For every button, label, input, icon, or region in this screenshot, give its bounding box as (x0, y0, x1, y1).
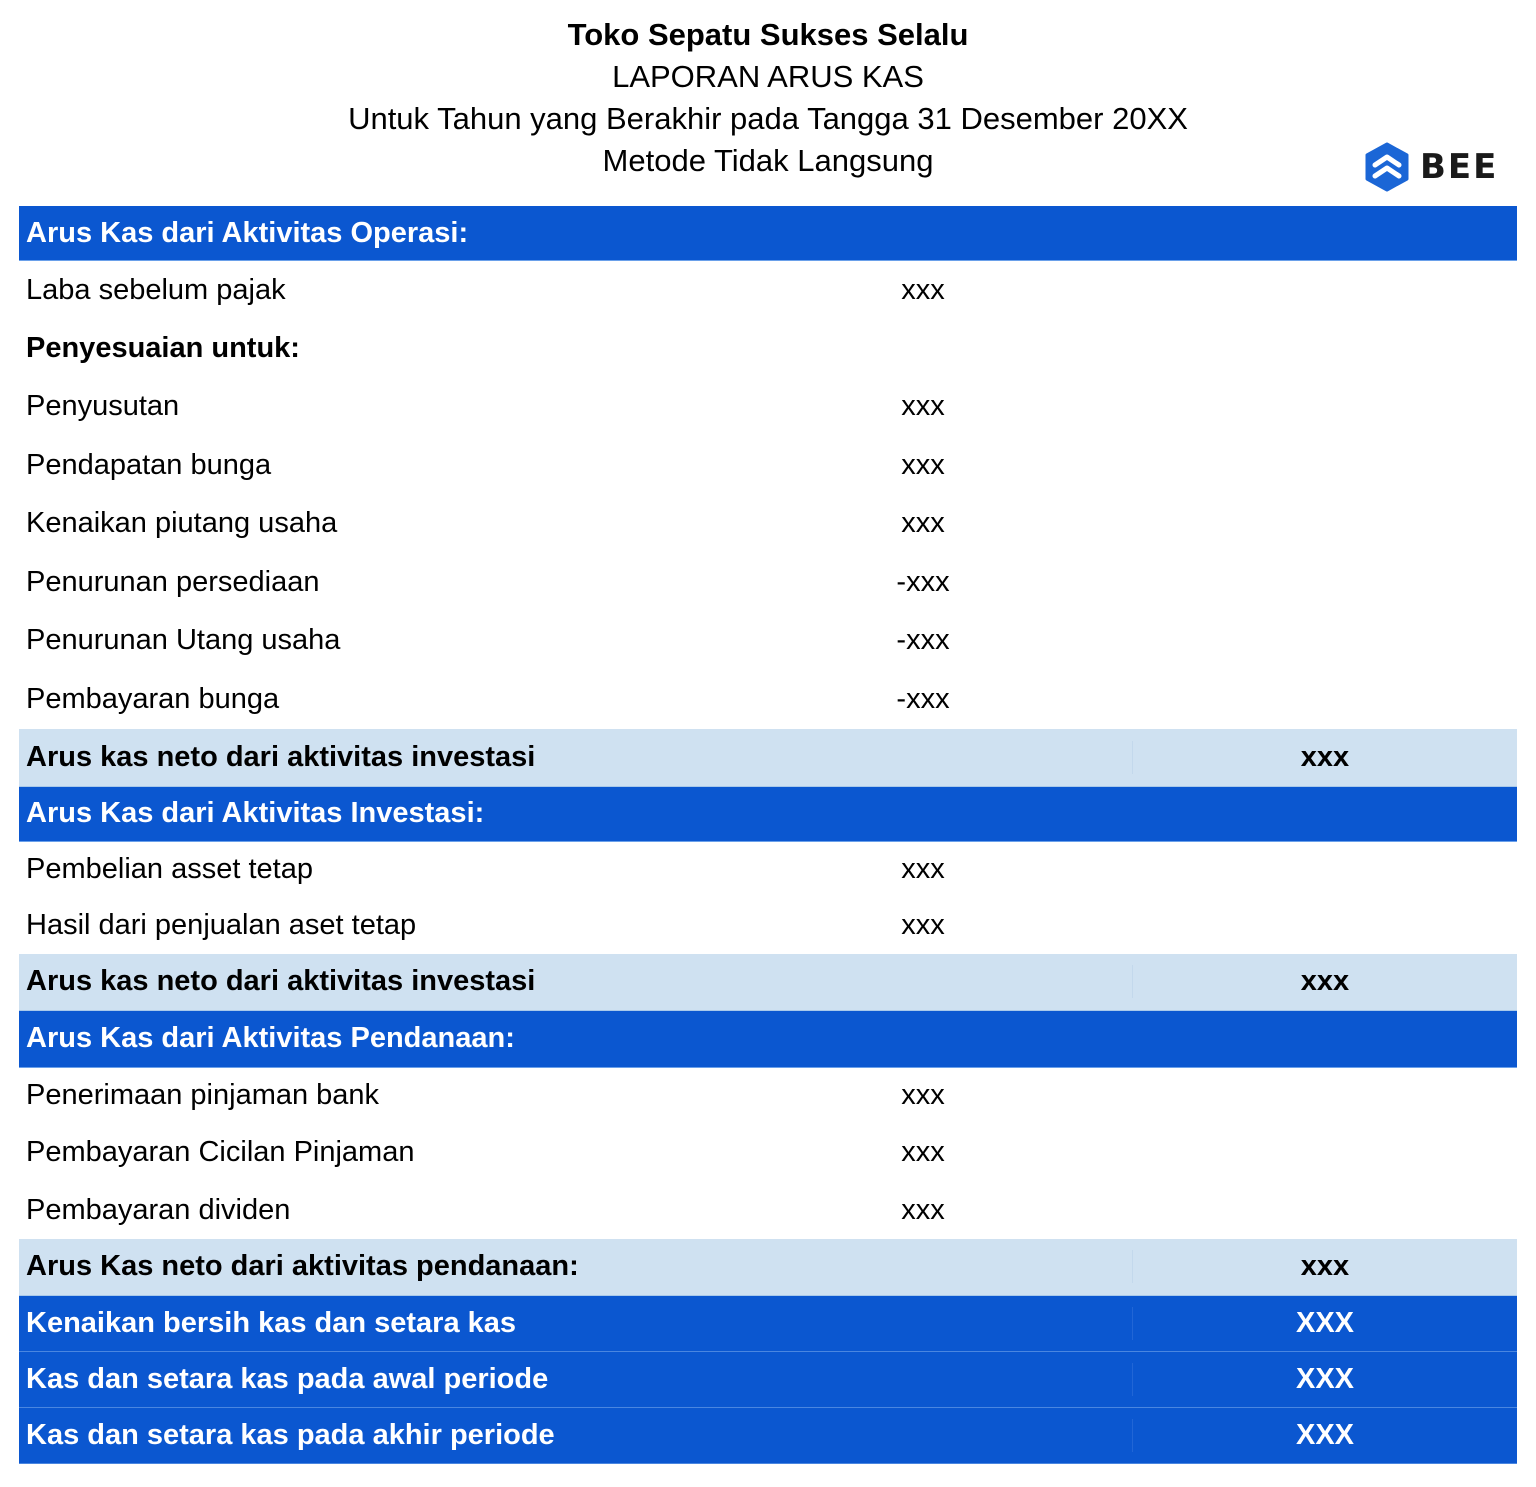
row-value: -xxx (896, 682, 950, 715)
section-header-financing (19, 1011, 1517, 1068)
row-value: xxx (901, 1079, 945, 1111)
table-row (19, 495, 1517, 554)
summary-row-net-increase (19, 1296, 1517, 1352)
summary-value: XXX (1132, 1419, 1517, 1452)
row-label: Pembelian asset tetap (26, 853, 313, 885)
subtotal-row-operating (19, 729, 1517, 787)
summary-row-ending-cash (19, 1408, 1517, 1464)
section-header-operating (19, 206, 1517, 261)
section-title: Arus Kas dari Aktivitas Investasi: (26, 797, 485, 829)
subtotal-row-investing (19, 954, 1517, 1011)
row-value: -xxx (896, 565, 950, 598)
row-label: Hasil dari penjualan aset tetap (26, 909, 417, 941)
section-header-investing (19, 787, 1517, 842)
section-title: Arus Kas dari Aktivitas Operasi: (26, 216, 469, 249)
subtotal-label: Arus kas neto dari aktivitas investasi (26, 965, 536, 997)
row-value: -xxx (896, 624, 950, 657)
cash-flow-table (19, 206, 1517, 1464)
table-row (19, 612, 1517, 671)
row-label: Penurunan persediaan (26, 565, 320, 598)
subtotal-value: xxx (1132, 965, 1517, 998)
bee-logo (1364, 142, 1498, 192)
summary-value: XXX (1132, 1307, 1517, 1340)
table-row (19, 1068, 1517, 1124)
logo-wordmark: BEE (1420, 147, 1499, 187)
row-value: xxx (901, 909, 945, 941)
table-row (19, 261, 1517, 319)
row-value: xxx (901, 273, 945, 306)
row-label: Laba sebelum pajak (26, 273, 286, 306)
row-label: Kenaikan piutang usaha (26, 507, 338, 540)
row-label: Penyesuaian untuk: (26, 331, 300, 364)
subtotal-value: xxx (1132, 1250, 1517, 1283)
row-value: xxx (901, 390, 945, 423)
summary-label: Kas dan setara kas pada akhir periode (26, 1418, 555, 1451)
row-value: xxx (901, 853, 945, 885)
row-label: Pendapatan bunga (26, 448, 272, 481)
subtotal-row-financing (19, 1239, 1517, 1296)
row-label: Penyusutan (26, 390, 180, 423)
summary-label: Kas dan setara kas pada awal periode (26, 1362, 549, 1395)
row-label: Pembayaran dividen (26, 1193, 291, 1226)
section-title: Arus Kas dari Aktivitas Pendanaan: (26, 1022, 515, 1054)
table-row (19, 670, 1517, 729)
table-row (19, 553, 1517, 612)
row-value: xxx (901, 1136, 945, 1168)
table-row-adjustments-heading (19, 319, 1517, 378)
report-method: Metode Tidak Langsung (602, 143, 934, 178)
report-header (0, 14, 1536, 182)
summary-label: Kenaikan bersih kas dan setara kas (26, 1306, 517, 1339)
report-period: Untuk Tahun yang Berakhir pada Tangga 31 Desember 20XX (348, 101, 1188, 136)
table-row (19, 1182, 1517, 1239)
company-name: Toko Sepatu Sukses Selalu (567, 17, 969, 52)
summary-value: XXX (1132, 1363, 1517, 1396)
table-row (19, 898, 1517, 954)
row-label: Pembayaran Cicilan Pinjaman (26, 1136, 415, 1168)
subtotal-value: xxx (1132, 741, 1517, 774)
bee-hexagon-icon (1364, 142, 1410, 192)
table-row (19, 842, 1517, 898)
table-row (19, 1124, 1517, 1182)
summary-row-beginning-cash (19, 1352, 1517, 1408)
row-value: xxx (901, 507, 945, 540)
row-label: Penerimaan pinjaman bank (26, 1079, 380, 1111)
table-row (19, 436, 1517, 495)
table-row (19, 378, 1517, 437)
row-label: Pembayaran bunga (26, 682, 280, 715)
report-title: LAPORAN ARUS KAS (612, 59, 924, 94)
row-value: xxx (901, 448, 945, 481)
row-label: Penurunan Utang usaha (26, 624, 341, 657)
row-value: xxx (901, 1193, 945, 1226)
subtotal-label: Arus kas neto dari aktivitas investasi (26, 740, 536, 773)
subtotal-label: Arus Kas neto dari aktivitas pendanaan: (26, 1250, 579, 1282)
